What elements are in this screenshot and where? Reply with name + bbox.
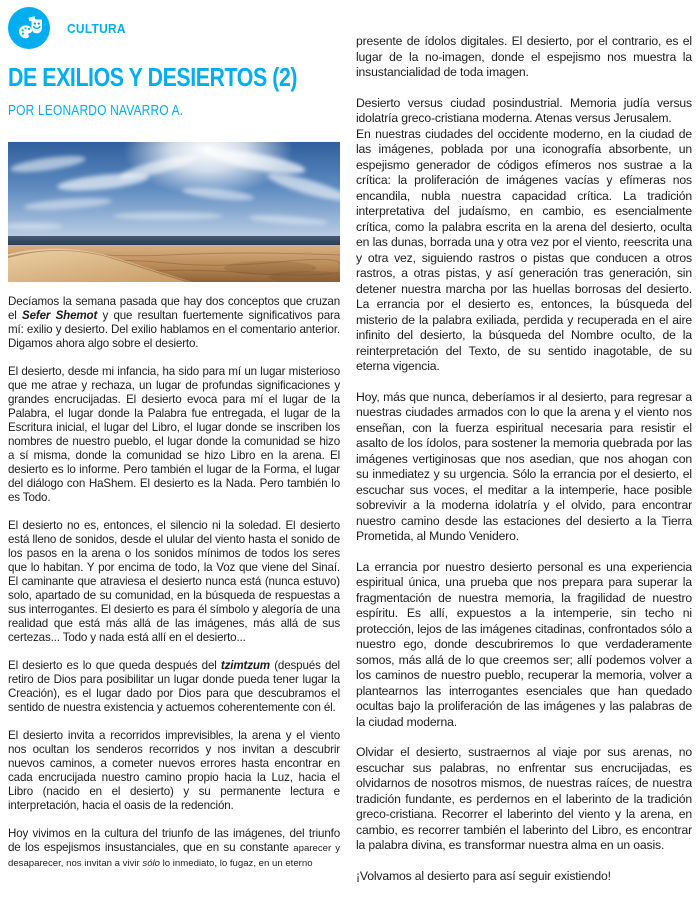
paragraph-text: En nuestras ciudades del occidente moderno, en la ciudad de las imágenes, poblada por una iconografía absorbente, un espejismo generador de códigos efímeros nos sustrae a la crítica: la proliferación de imágenes vacías y efímeras nos encandila, nubla nuestra capacidad crítica. La tradición interpretativa del judaísmo, en cambio, es esencialmente crítica, como la palabra escrita en la arena del desierto, oculta en las dunas, borrada una y otra vez por el viento, reescrita una y otra vez, siguiendo rastros o pistas que conducen a otros rastros, a otras pistas, y así generación tras generación, sin detener nuestra marcha por las huellas borrosas del desierto. La errancia por el desierto es, entonces, la búsqueda del misterio de la palabra exiliada, perdida y recuperada en el aire infinito del desierto, la búsqueda del Nombre oculto, de la reinterpretación del Texto, de su sentido inagotable, de su eterna vigencia. xyxy=(356,126,692,373)
paragraph-text: lo inmediato, lo fugaz, en un eterno xyxy=(160,858,313,869)
article-paragraph xyxy=(8,365,340,505)
paragraph-text: presente de ídolos digitales. El desierto, por el contrario, es el lugar de la no-imagen, donde el espejismo nos muestra la insustancialidad de toda imagen. xyxy=(356,34,692,79)
paragraph-text: tzimtzum xyxy=(220,659,270,672)
article-paragraph xyxy=(8,519,340,645)
paragraph-text: Hoy, más que nunca, deberíamos ir al desierto, para regresar a nuestras ciudades armados con lo que la arena y el viento nos enseñan, con la fuerza espiritual necesaria para resistir el asalto de los ídolos, para sostener la memoria quebrada por las imágenes vertiginosas que nos asedian, que nos ahogan con su inmediatez y su urgencia. Sólo la errancia por el desierto, el escuchar sus voces, el meditar a la intemperie, hace posible sobrevivir a la moderna idolatría y el olvido, para encontrar nuestro camino desde las estaciones del desierto a la Tierra Prometida, al Mundo Venidero. xyxy=(356,389,692,543)
article-paragraph xyxy=(356,34,692,81)
paragraph-text: Desierto versus ciudad posindustrial. Memoria judía versus idolatría greco-cristiana moderna. Atenas versus Jerusalem. xyxy=(356,95,692,125)
article-paragraph xyxy=(356,745,692,854)
paragraph-text: El desierto es lo que queda después del xyxy=(8,659,221,672)
paragraph-text: sólo xyxy=(142,858,160,869)
section-label: CULTURA xyxy=(67,20,126,36)
article-paragraph xyxy=(8,295,340,351)
paragraph-text: Olvidar el desierto, sustraernos al viaje por sus arenas, no escuchar sus palabras, no enfrentar sus encrucijadas, es olvidarnos de nosotros mismos, de nuestras raíces, de nuestra tradición fundante, es perdernos en el laberinto de la tradición greco-cristiana. Recorrer el laberinto del viento y la arena, en cambio, es recorrer también el laberinto del Libro, es encontrar la palabra divina, es transformar nuestra alma en un oasis. xyxy=(356,745,692,852)
paragraph-text: La errancia por nuestro desierto personal es una experiencia espiritual única, una prueba que nos prepara para superar la fragmentación de nuestra memoria, la fragilidad de nuestro espíritu. Es allí, expuestos a la intemperie, sin techo ni protección, lejos de las imágenes citadinas, confrontados sólo a nuestro ego, donde descubriremos lo que verdaderamente somos, más allá de lo que creemos ser; allí podemos volver a los caminos de nuestro pueblo, recuperar la memoria, volver a plantearnos las interrogantes esenciales que han quedado ocultas bajo la proliferación de las imágenes y las palabras de la ciudad moderna. xyxy=(356,559,692,729)
desert-photo xyxy=(8,142,340,282)
article-paragraph xyxy=(356,390,692,545)
left-column xyxy=(8,4,340,922)
paragraph-text: ¡Volvamos al desierto para así seguir existiendo! xyxy=(356,868,611,883)
paragraph-text: El desierto no es, entonces, el silencio ni la soledad. El desierto está lleno de sonidos, desde el ulular del viento hasta el sonido de los pasos en la arena o los sonidos mínimos de todos los seres que lo habitan. Y por encima de todo, la Voz que viene del Sinaí. El caminante que atraviesa el desierto nunca está (nunca estuvo) solo, apartado de su comunidad, en la búsqueda de respuestas a sus interrogantes. El desierto es para él símbolo y alegoría de una realidad que está más allá de las imágenes, más allá de sus certezas... Todo y nada está allí en el desierto... xyxy=(8,519,340,644)
paragraph-text: Decíamos la semana pasada que hay dos conceptos que cruzan el xyxy=(8,295,340,322)
paragraph-text: y que resultan fuertemente significativos para mí: exilio y desierto. Del exilio hablamos en el comentario anterior. Digamos ahora algo sobre el desierto. xyxy=(8,309,341,350)
paragraph-text: El desierto invita a recorridos imprevisibles, la arena y el viento nos ocultan los senderos recorridos y nos invitan a descubrir nuevos caminos, a cometer nuevos errores hasta encontrar en cada encrucijada nuestro camino propio hacia la Luz, hacia el Libro (nacido en el desierto) y su permanente lectura e interpretación, hacia el oasis de la redención. xyxy=(8,729,340,812)
article-paragraph xyxy=(356,869,692,885)
article-byline: POR LEONARDO NAVARRO A. xyxy=(8,102,184,119)
article-paragraph xyxy=(8,729,340,813)
paragraph-text: Sefer Shemot xyxy=(22,309,98,322)
section-header xyxy=(8,5,340,51)
right-column-paragraphs xyxy=(356,34,692,884)
paragraph-text: El desierto, desde mi infancia, ha sido para mí un lugar misterioso que me atrae y rechaza, un lugar de profundas significaciones y grandes encrucijadas. El desierto evoca para mí el lugar de la Palabra, el lugar donde la Palabra fue entregada, el lugar de la Escritura inicial, el lugar del Libro, el lugar donde se inscriben los nombres de nuestro pueblo, el lugar donde la comunidad se hizo a sí misma, donde la comunidad se hizo Libro en la arena. El desierto es lo informe. Pero también el lugar de la Forma, el lugar del diálogo con HaShem. El desierto es la Nada. Pero también lo es Todo. xyxy=(8,365,340,504)
article-paragraph xyxy=(356,560,692,731)
culture-masks-palette-icon xyxy=(8,7,50,49)
left-column-paragraphs xyxy=(8,295,340,871)
article-paragraph xyxy=(8,659,340,715)
article-paragraph xyxy=(8,827,340,871)
page-title: DE EXILIOS Y DESIERTOS (2) xyxy=(8,62,298,92)
paragraph-text: aparecer y desaparecer, nos invitan a vivir xyxy=(8,843,340,869)
right-column xyxy=(356,4,692,922)
paragraph-text: Hoy vivimos en la cultura del triunfo de las imágenes, del triunfo de los espejismos insustanciales, que en su constante xyxy=(8,827,340,854)
article-paragraph xyxy=(356,96,692,375)
paragraph-text: (después del retiro de Dios para posibilitar un lugar donde pueda tener lugar la Creación), es el lugar dado por Dios para que descubramos el sentido de nuestra existencia y actuemos coherentemente con él. xyxy=(8,659,340,714)
